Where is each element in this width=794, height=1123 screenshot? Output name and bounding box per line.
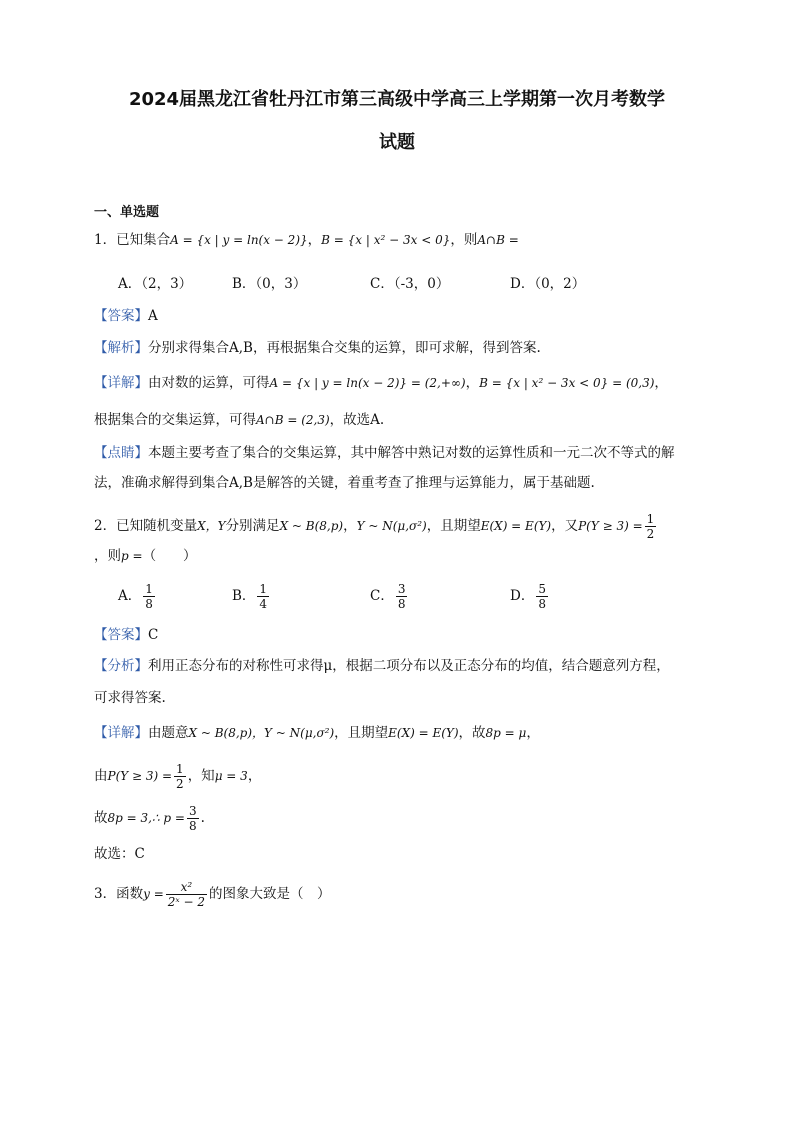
q1-option-a: A．（2，3） [118, 276, 193, 292]
q1-detail-line2: 根据集合的交集运算，可得A∩B = (2,3)，故选A. [94, 412, 385, 428]
section-heading: 一、单选题 [94, 205, 160, 220]
q2-analysis-line2: 可求得答案. [94, 690, 166, 706]
q1-option-d: D．（0，2） [510, 276, 586, 292]
page-title: 2024届黑龙江省牡丹江市第三高级中学高三上学期第一次月考数学 [128, 89, 666, 110]
q2-final: 故选：C [94, 846, 145, 862]
fraction-one-half: $\frac{1}{2}$ [646, 512, 655, 541]
page-title-line2: 试题 [379, 132, 415, 153]
q2-answer: 【答案】C [94, 627, 159, 643]
q1-comment: 【点睛】本题主要考查了集合的交集运算，其中解答中熟记对数的运算性质和一元二次不等式的解 [94, 445, 675, 461]
q1-stem: 1．已知集合A = {x | y = ln(x − 2)}，B = {x | x² − 3x < 0}，则A∩B = [94, 232, 519, 248]
q1-answer: 【答案】A [94, 308, 158, 324]
q2-stem-line2: ，则p =（ ） [94, 548, 197, 564]
q1-comment-line2: 法，准确求解得到集合A,B是解答的关键，着重考查了推理与运算能力，属于基础题. [94, 475, 595, 491]
q2-option-a: A． $\frac{1}{8}$ [118, 582, 153, 611]
q2-detail-line3: 故8p = 3,∴ p = $\frac{3}{8}$ . [94, 804, 205, 833]
q2-option-c: C． $\frac{3}{8}$ [370, 582, 406, 611]
function-fraction: $\frac{\text{x²}}{\text{2ˣ − 2}}$ [167, 880, 205, 909]
q1-analysis: 【解析】分别求得集合A,B，再根据集合交集的运算，即可求解，得到答案. [94, 340, 541, 356]
q3-stem: 3．函数y = $\frac{\text{x²}}{\text{2ˣ − 2}}$ 的图象大致是（ ） [94, 880, 331, 909]
q2-stem: 2．已知随机变量X，Y分别满足X ~ B(8,p)，Y ~ N(μ,σ²)，且期望E(X) = E(Y)，又P(Y ≥ 3) = $\frac{1}{2}$ [94, 512, 655, 541]
q2-option-b: B． $\frac{1}{4}$ [232, 582, 268, 611]
q1-detail: 【详解】由对数的运算，可得A = {x | y = ln(x − 2)} = (2,+∞)，B = {x | x² − 3x < 0} = (0,3)， [94, 375, 668, 391]
q1-option-b: B．（0，3） [232, 276, 307, 292]
q2-detail-line2: 由P(Y ≥ 3) = $\frac{1}{2}$ ，知μ = 3， [94, 762, 262, 791]
q2-analysis: 【分析】利用正态分布的对称性可求得μ，根据二项分布以及正态分布的均值，结合题意列方程， [94, 658, 670, 674]
q1-option-c: C．（-3，0） [370, 276, 450, 292]
q2-option-d: D． $\frac{5}{8}$ [510, 582, 546, 611]
q2-detail: 【详解】由题意X ~ B(8,p)，Y ~ N(μ,σ²)，且期望E(X) = E(Y)，故8p = μ， [94, 725, 540, 741]
